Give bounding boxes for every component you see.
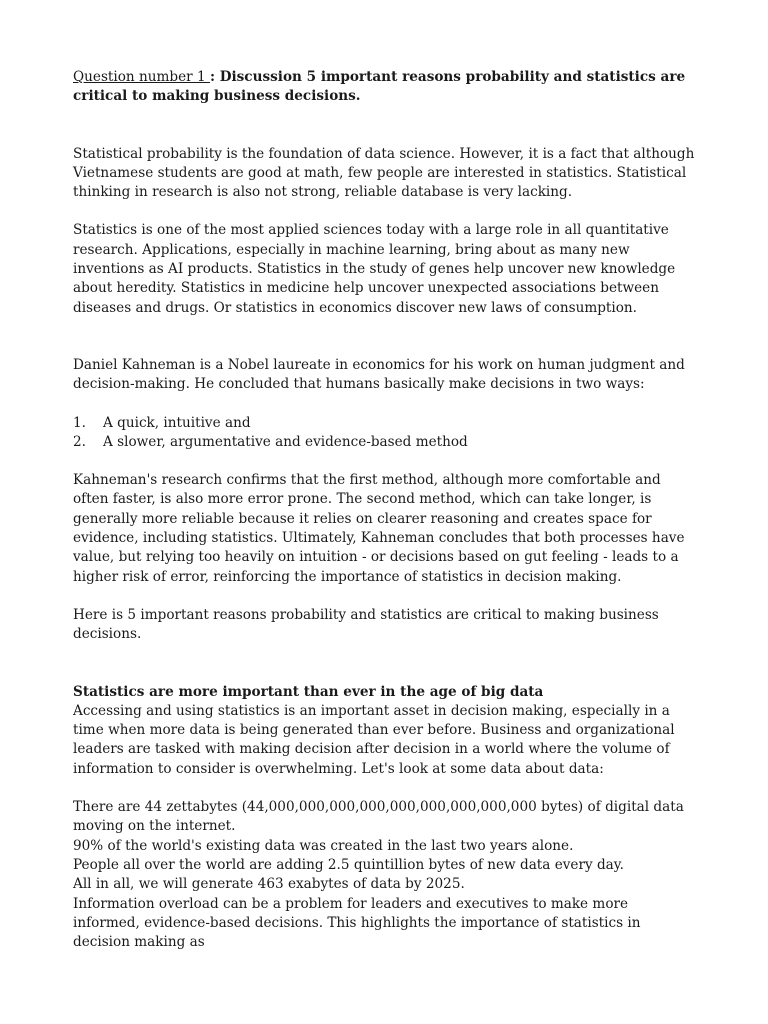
fact-line: Information overload can be a problem for leaders and executives to make more informed, evidence-based decisions. This highlights the importance of statistics in decision making as — [73, 895, 641, 951]
fact-line: 90% of the world's existing data was created in the last two years alone. — [73, 837, 574, 854]
list-item — [73, 414, 698, 433]
list-text: A quick, intuitive and — [103, 414, 251, 431]
spacer — [73, 318, 698, 356]
fact-line: People all over the world are adding 2.5 quintillion bytes of new data every day. — [73, 856, 624, 873]
fact-line: All in all, we will generate 463 exabytes of data by 2025. — [73, 876, 465, 893]
section-heading: Statistics are more important than ever in the age of big data — [73, 683, 544, 700]
question-heading — [73, 68, 698, 107]
paragraph-intro: Statistical probability is the foundation of data science. However, it is a fact that although Vietnamese students are good at math, few people are interested in statistics. Statistical thinking in research is also not strong, reliable database is very lacking. — [73, 145, 695, 201]
fact-line: There are 44 zettabytes (44,000,000,000,000,000,000,000,000,000 bytes) of digital data moving on the internet. — [73, 799, 684, 835]
decision-methods-list — [73, 414, 698, 453]
question-separator: : — [209, 69, 220, 85]
list-number: 2. — [73, 433, 86, 450]
list-text: A slower, argumentative and evidence-based method — [103, 433, 468, 450]
list-number: 1. — [73, 414, 86, 431]
section-intro: Accessing and using statistics is an important asset in decision making, especially in a time when more data is being generated than ever before. Business and organizational leaders are tasked with making decision after decision in a world where the volume of information to consider is overwhelming. Let's look at some data about data: — [73, 702, 675, 777]
spacer — [73, 452, 698, 471]
spacer — [73, 645, 698, 683]
paragraph-reasons-intro: Here is 5 important reasons probability and statistics are critical to making business decisions. — [73, 606, 659, 643]
spacer — [73, 587, 698, 606]
spacer — [73, 395, 698, 414]
spacer — [73, 779, 698, 798]
paragraph-research: Kahneman's research confirms that the first method, although more comfortable and often faster, is also more error prone. The second method, which can take longer, is generally more reliable because it relies on clearer reasoning and creates space for evidence, including statistics. Ultimately, Kahneman concludes that both processes have value, but relying too heavily on intuition - or decisions based on gut feeling - leads to a higher risk of error, reinforcing the importance of statistics in decision making. — [73, 472, 685, 585]
paragraph-applications: Statistics is one of the most applied sciences today with a large role in all quantitative research. Applications, especially in machine learning, bring about as many new inventions as AI products. Statistics in the study of genes help uncover new knowledge about heredity. Statistics in medicine help uncover unexpected associations between diseases and drugs. Or statistics in economics discover new laws of consumption. — [73, 222, 676, 316]
spacer — [73, 107, 698, 145]
question-label: Question number 1 — [73, 69, 210, 85]
spacer — [73, 202, 698, 221]
document-page — [73, 68, 698, 952]
paragraph-kahneman: Daniel Kahneman is a Nobel laureate in economics for his work on human judgment and decision-making. He concluded that humans basically make decisions in two ways: — [73, 356, 685, 393]
list-item — [73, 433, 698, 452]
question-title: Discussion 5 important reasons probability and statistics are critical to making business decisions. — [73, 69, 686, 105]
